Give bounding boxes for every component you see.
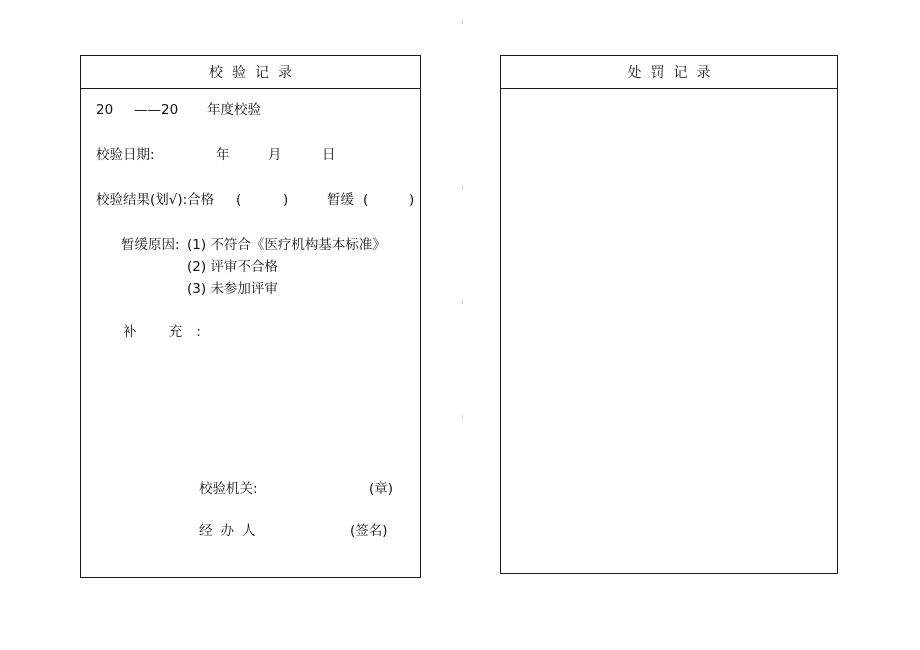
year-dash: ——20 <box>134 102 179 118</box>
seal-label: (章) <box>369 481 394 497</box>
inspection-record-panel <box>80 55 421 578</box>
deferred-label: 暂缓 <box>327 192 354 208</box>
fold-mark <box>462 300 463 304</box>
pass-paren-open: ( <box>236 192 242 208</box>
defer-reason-item: (2) 评审不合格 <box>187 259 278 275</box>
penalty-record-panel <box>500 55 838 574</box>
defer-reason-item: (1) 不符合《医疗机构基本标准》 <box>187 237 386 253</box>
inspection-result-label: 校验结果(划√):合格 <box>96 192 215 208</box>
fold-mark <box>462 20 463 24</box>
pass-paren-close: ) <box>283 192 289 208</box>
defer-reason-label: 暂缓原因: <box>121 237 180 253</box>
date-month-label: 月 <box>268 147 282 163</box>
defer-paren-open: ( <box>363 192 369 208</box>
inspection-authority-label: 校验机关: <box>199 481 258 497</box>
defer-reason-item: (3) 未参加评审 <box>187 281 278 297</box>
penalty-record-header: 处罚记录 <box>501 56 837 89</box>
defer-paren-close: ) <box>409 192 415 208</box>
handler-label: 经办人 <box>199 523 264 539</box>
fold-mark <box>462 185 463 189</box>
year-suffix: 年度校验 <box>207 102 261 118</box>
signature-label: (签名) <box>350 523 388 539</box>
year-start: 20 <box>96 102 114 118</box>
supplement-label: 补 充: <box>123 324 215 340</box>
date-year-label: 年 <box>216 147 230 163</box>
inspection-record-header: 校验记录 <box>81 56 420 89</box>
inspection-date-label: 校验日期: <box>96 147 155 163</box>
date-day-label: 日 <box>322 147 336 163</box>
fold-mark <box>462 415 463 419</box>
